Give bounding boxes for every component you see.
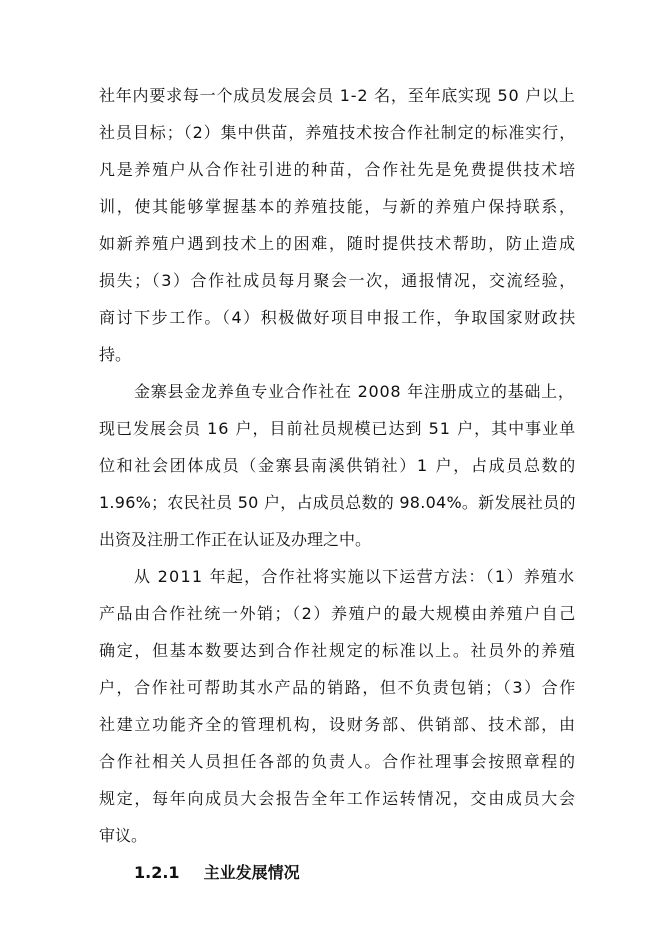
paragraph-line: 出资及注册工作正在认证及办理之中。	[99, 530, 372, 549]
paragraph-line: 金寨县金龙养鱼专业合作社在 2008 年注册成立的基础上，	[134, 382, 575, 401]
paragraph-line: 损失；（3）合作社成员每月聚会一次，通报情况，交流经验，	[99, 271, 577, 290]
paragraph-line: 如新养殖户遇到技术上的困难，随时提供技术帮助，防止造成	[99, 234, 577, 253]
paragraph-line: 合作社相关人员担任各部的负责人。合作社理事会按照章程的	[99, 752, 577, 771]
paragraph-line: 位和社会团体成员（金寨县南溪供销社）1 户，占成员总数的	[99, 456, 577, 475]
paragraph-line: 持。	[99, 345, 132, 364]
paragraph-line: 规定，每年向成员大会报告全年工作运转情况，交由成员大会	[99, 789, 577, 808]
section-heading-number: 1.2.1	[134, 863, 180, 882]
paragraph-line: 审议。	[99, 826, 148, 845]
paragraph-line: 产品由合作社统一外销；（2）养殖户的最大规模由养殖户自己	[99, 604, 577, 623]
paragraph-line: 社建立功能齐全的管理机构，设财务部、供销部、技术部，由	[99, 715, 577, 734]
paragraph-line: 训，使其能够掌握基本的养殖技能，与新的养殖户保持联系，	[99, 197, 577, 216]
paragraph-line: 社年内要求每一个成员发展会员 1-2 名，至年底实现 50 户以上	[99, 86, 576, 105]
paragraph-line: 凡是养殖户从合作社引进的种苗，合作社先是免费提供技术培	[99, 160, 577, 179]
paragraph-line: 1.96%；农民社员 50 户，占成员总数的 98.04%。新发展社员的	[99, 493, 576, 512]
paragraph-line: 商讨下步工作。（4）积极做好项目申报工作，争取国家财政扶	[99, 308, 577, 327]
paragraph-line: 现已发展会员 16 户，目前社员规模已达到 51 户，其中事业单	[99, 419, 577, 438]
paragraph-line: 社员目标；（2）集中供苗，养殖技术按合作社制定的标准实行，	[99, 123, 577, 142]
paragraph-line: 确定，但基本数要达到合作社规定的标准以上。社员外的养殖	[99, 641, 577, 660]
section-heading-title: 主业发展情况	[203, 863, 300, 882]
section-heading	[134, 861, 300, 885]
paragraph-line: 从 2011 年起，合作社将实施以下运营方法：（1）养殖水	[134, 567, 576, 586]
paragraph-line: 户，合作社可帮助其水产品的销路，但不负责包销；（3）合作	[99, 678, 577, 697]
